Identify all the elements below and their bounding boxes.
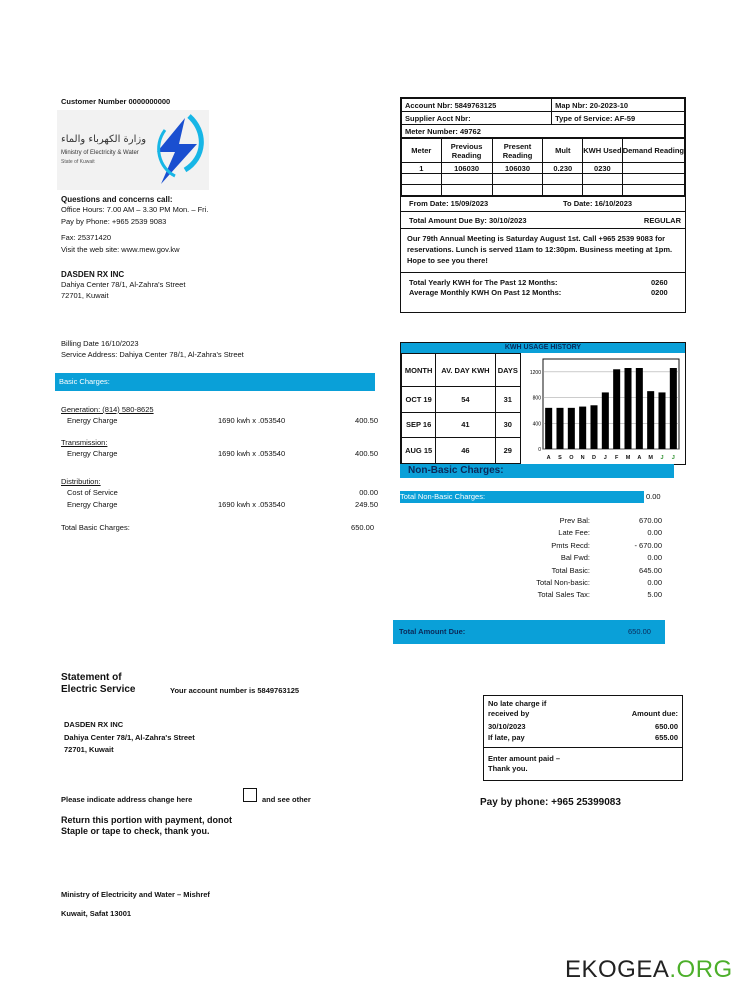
cost-of-service-label: Cost of Service bbox=[67, 488, 118, 497]
usage-bar bbox=[602, 392, 609, 449]
basic-charges-header: Basic Charges: bbox=[55, 373, 375, 391]
meter-header: Meter bbox=[402, 139, 442, 163]
notice-box bbox=[401, 228, 685, 272]
avg-day-kwh-header: AV. DAY KWH bbox=[436, 354, 495, 387]
no-late-charge-label: No late charge if received by bbox=[488, 699, 547, 718]
previous-reading-value: 106030 bbox=[441, 163, 492, 174]
x-tick-label: M bbox=[625, 455, 631, 461]
regular-label: REGULAR bbox=[643, 216, 681, 225]
date-range-row bbox=[401, 196, 685, 211]
website: Visit the web site: www.mew.gov.kw bbox=[61, 245, 180, 254]
history-row bbox=[402, 387, 521, 413]
demand-reading-header: Demand Reading bbox=[622, 139, 684, 163]
customer-street: Dahiya Center 78/1, Al-Zahra's Street bbox=[61, 280, 186, 289]
return-instructions-2: Staple or tape to check, thank you. bbox=[61, 826, 210, 836]
statement-street: Dahiya Center 78/1, Al-Zahra's Street bbox=[64, 733, 195, 742]
customer-name: DASDEN RX INC bbox=[61, 270, 125, 279]
logo-english: Ministry of Electricity & Water bbox=[61, 150, 139, 156]
type-of-service: Type of Service: AF-59 bbox=[552, 112, 685, 125]
due-by-row bbox=[401, 211, 685, 228]
total-basic-amount: 650.00 bbox=[351, 523, 374, 532]
enter-amount-paid: Enter amount paid – bbox=[488, 754, 561, 763]
return-instructions-1: Return this portion with payment, donot bbox=[61, 815, 232, 825]
meter-table bbox=[401, 138, 685, 196]
summary-value: 0.00 bbox=[647, 528, 662, 538]
month-header: MONTH bbox=[402, 354, 436, 387]
account-number: Account Nbr: 5849763125 bbox=[402, 99, 552, 112]
x-tick-label: F bbox=[614, 455, 619, 461]
summary-label: Total Non-basic: bbox=[536, 578, 590, 587]
watermark-text: EKOGEA.ORG bbox=[565, 956, 733, 983]
usage-bar bbox=[556, 408, 563, 449]
summary-label: Bal Fwd: bbox=[560, 553, 590, 563]
summary-value: 0.00 bbox=[647, 578, 662, 587]
previous-reading-header: Previous Reading bbox=[441, 139, 492, 163]
distribution-energy-calc: 1690 kwh x .053540 bbox=[218, 500, 286, 509]
x-tick-label: N bbox=[580, 455, 585, 461]
office-hours: Office Hours: 7.00 AM – 3.30 PM Mon. – Fri. bbox=[61, 205, 209, 214]
logo-arabic: وزارة الكهرباء والماء bbox=[61, 134, 147, 145]
x-tick-label: D bbox=[592, 455, 596, 461]
mult-header: Mult bbox=[543, 139, 583, 163]
generation-label: Generation: (814) 580-8625 bbox=[61, 405, 154, 414]
usage-bar bbox=[624, 368, 631, 449]
kwh-used-header: KWH Used bbox=[583, 139, 623, 163]
summary-value: 0.00 bbox=[647, 553, 662, 563]
history-kwh: 41 bbox=[436, 412, 495, 438]
y-tick-label: 800 bbox=[532, 395, 541, 402]
summary-label: Total Sales Tax: bbox=[537, 590, 590, 600]
usage-bar bbox=[579, 407, 586, 449]
transmission-label: Transmission: bbox=[61, 438, 108, 447]
summary-value: 5.00 bbox=[647, 590, 662, 600]
to-date: To Date: 16/10/2023 bbox=[563, 199, 633, 208]
history-row bbox=[402, 438, 521, 464]
pay-by-phone-bottom: Pay by phone: +965 25399083 bbox=[480, 797, 621, 808]
fax: Fax: 25371420 bbox=[61, 233, 112, 242]
address-change-label: Please indicate address change here bbox=[61, 795, 193, 804]
present-reading-value: 106030 bbox=[492, 163, 543, 174]
meter-value: 1 bbox=[402, 163, 442, 174]
transmission-energy-calc: 1690 kwh x .053540 bbox=[218, 449, 286, 458]
late-amount-value: 655.00 bbox=[655, 733, 678, 742]
summary-label: Pmts Recd: bbox=[551, 540, 590, 550]
transmission-energy-label: Energy Charge bbox=[67, 449, 118, 458]
ministry-address-1: Ministry of Electricity and Water – Mishref bbox=[61, 890, 210, 899]
generation-energy-label: Energy Charge bbox=[67, 416, 118, 425]
watermark bbox=[565, 956, 733, 984]
usage-bar bbox=[670, 368, 677, 449]
summary-value: 670.00 bbox=[639, 516, 662, 525]
x-tick-label: J bbox=[671, 455, 675, 461]
kwh-summary bbox=[401, 272, 685, 301]
address-change-label-2: and see other bbox=[262, 795, 311, 804]
ministry-address-2: Kuwait, Safat 13001 bbox=[61, 909, 132, 918]
x-tick-label: M bbox=[648, 455, 653, 461]
statement-city: 72701, Kuwait bbox=[64, 745, 114, 754]
history-days: 31 bbox=[495, 387, 520, 413]
contact-heading: Questions and concerns call: bbox=[61, 195, 173, 204]
summary-label: Prev Bal: bbox=[559, 516, 590, 525]
from-date: From Date: 15/09/2023 bbox=[409, 199, 489, 208]
total-amount-due-value: 650.00 bbox=[628, 627, 651, 636]
yearly-kwh-label: Total Yearly KWH for The Past 12 Months: bbox=[409, 278, 558, 287]
demand-reading-value bbox=[622, 163, 684, 174]
history-days: 30 bbox=[495, 412, 520, 438]
generation-energy-amount: 400.50 bbox=[355, 416, 378, 425]
usage-history-table bbox=[401, 353, 521, 464]
distribution-energy-amount: 249.50 bbox=[355, 500, 378, 509]
distribution-energy-label: Energy Charge bbox=[67, 500, 118, 509]
annual-meeting-notice: Our 79th Annual Meeting is Saturday August 1st. Call +965 2539 9083 for reservations. Lunch is served 11am to 12:30pm. Business meeting at 1pm. Hope to see you there! bbox=[407, 234, 673, 265]
map-number: Map Nbr: 20-2023-10 bbox=[552, 99, 685, 112]
cost-of-service-amount: 00.00 bbox=[359, 488, 378, 497]
total-due-by: Total Amount Due By: 30/10/2023 bbox=[409, 216, 527, 225]
pay-by-phone: Pay by Phone: +965 2539 9083 bbox=[61, 217, 167, 226]
y-tick-label: 400 bbox=[532, 421, 541, 428]
statement-name: DASDEN RX INC bbox=[64, 720, 124, 729]
summary-label: Late Fee: bbox=[558, 528, 590, 538]
total-amount-due-label: Total Amount Due: bbox=[399, 627, 466, 636]
x-tick-label: A bbox=[546, 455, 551, 461]
supplier-account: Supplier Acct Nbr: bbox=[402, 112, 552, 125]
meter-number: Meter Number: 49762 bbox=[402, 125, 685, 138]
usage-bar bbox=[658, 392, 665, 449]
days-header: DAYS bbox=[495, 354, 520, 387]
amount-due-value: 650.00 bbox=[655, 722, 678, 731]
service-address: Service Address: Dahiya Center 78/1, Al-Zahra's Street bbox=[61, 350, 244, 359]
usage-bar bbox=[568, 408, 575, 449]
history-row bbox=[402, 412, 521, 438]
kwh-used-value: 0230 bbox=[583, 163, 623, 174]
due-date: 30/10/2023 bbox=[488, 722, 526, 731]
usage-bar bbox=[636, 368, 643, 449]
x-tick-label: J bbox=[660, 455, 664, 461]
usage-history-title: KWH USAGE HISTORY bbox=[401, 343, 685, 353]
generation-energy-calc: 1690 kwh x .053540 bbox=[218, 416, 286, 425]
y-tick-label: 0 bbox=[538, 447, 541, 453]
customer-number: Customer Number 0000000000 bbox=[61, 97, 171, 106]
thank-you: Thank you. bbox=[488, 764, 528, 773]
summary-label: Total Basic: bbox=[551, 565, 590, 575]
monthly-kwh-label: Average Monthly KWH On Past 12 Months: bbox=[409, 288, 562, 297]
usage-history-box bbox=[400, 342, 686, 465]
present-reading-header: Present Reading bbox=[492, 139, 543, 163]
address-change-checkbox[interactable] bbox=[243, 788, 257, 802]
customer-city: 72701, Kuwait bbox=[61, 291, 109, 300]
statement-account-line: Your account number is 5849763125 bbox=[170, 686, 300, 695]
total-non-basic-label: Total Non-Basic Charges: bbox=[400, 491, 644, 503]
usage-bar-chart bbox=[523, 355, 683, 463]
transmission-energy-amount: 400.50 bbox=[355, 449, 378, 458]
usage-bar bbox=[545, 408, 552, 449]
total-basic-label: Total Basic Charges: bbox=[61, 523, 130, 532]
if-late-label: If late, pay bbox=[488, 733, 525, 742]
mult-value: 0.230 bbox=[543, 163, 583, 174]
billing-date: Billing Date 16/10/2023 bbox=[61, 339, 139, 348]
usage-bar bbox=[647, 391, 654, 449]
distribution-label: Distribution: bbox=[61, 477, 101, 486]
y-tick-label: 1200 bbox=[529, 369, 541, 376]
history-month: AUG 15 bbox=[402, 438, 436, 464]
remittance-box bbox=[483, 695, 683, 781]
amount-due-label: Amount due: bbox=[631, 709, 678, 718]
x-tick-label: S bbox=[558, 455, 562, 461]
logo-state: State of Kuwait bbox=[61, 159, 95, 165]
account-box bbox=[400, 97, 686, 313]
x-tick-label: O bbox=[569, 455, 574, 461]
summary-value: - 670.00 bbox=[634, 540, 662, 550]
summary-value: 645.00 bbox=[639, 565, 662, 575]
total-amount-due-bar bbox=[393, 620, 665, 644]
monthly-kwh-value: 0200 bbox=[651, 288, 668, 297]
history-kwh: 54 bbox=[436, 387, 495, 413]
statement-title-1: Statement of bbox=[61, 672, 122, 683]
non-basic-header: Non-Basic Charges: bbox=[400, 464, 674, 478]
usage-bar bbox=[613, 369, 620, 449]
statement-title-2: Electric Service bbox=[61, 684, 136, 695]
history-days: 29 bbox=[495, 438, 520, 464]
total-non-basic-amount: 0.00 bbox=[646, 492, 661, 501]
x-tick-label: J bbox=[603, 455, 607, 461]
history-month: OCT 19 bbox=[402, 387, 436, 413]
yearly-kwh-value: 0260 bbox=[651, 278, 668, 287]
x-tick-label: A bbox=[637, 455, 642, 461]
usage-bar bbox=[590, 405, 597, 449]
history-kwh: 46 bbox=[436, 438, 495, 464]
ministry-logo bbox=[57, 110, 209, 190]
history-month: SEP 16 bbox=[402, 412, 436, 438]
